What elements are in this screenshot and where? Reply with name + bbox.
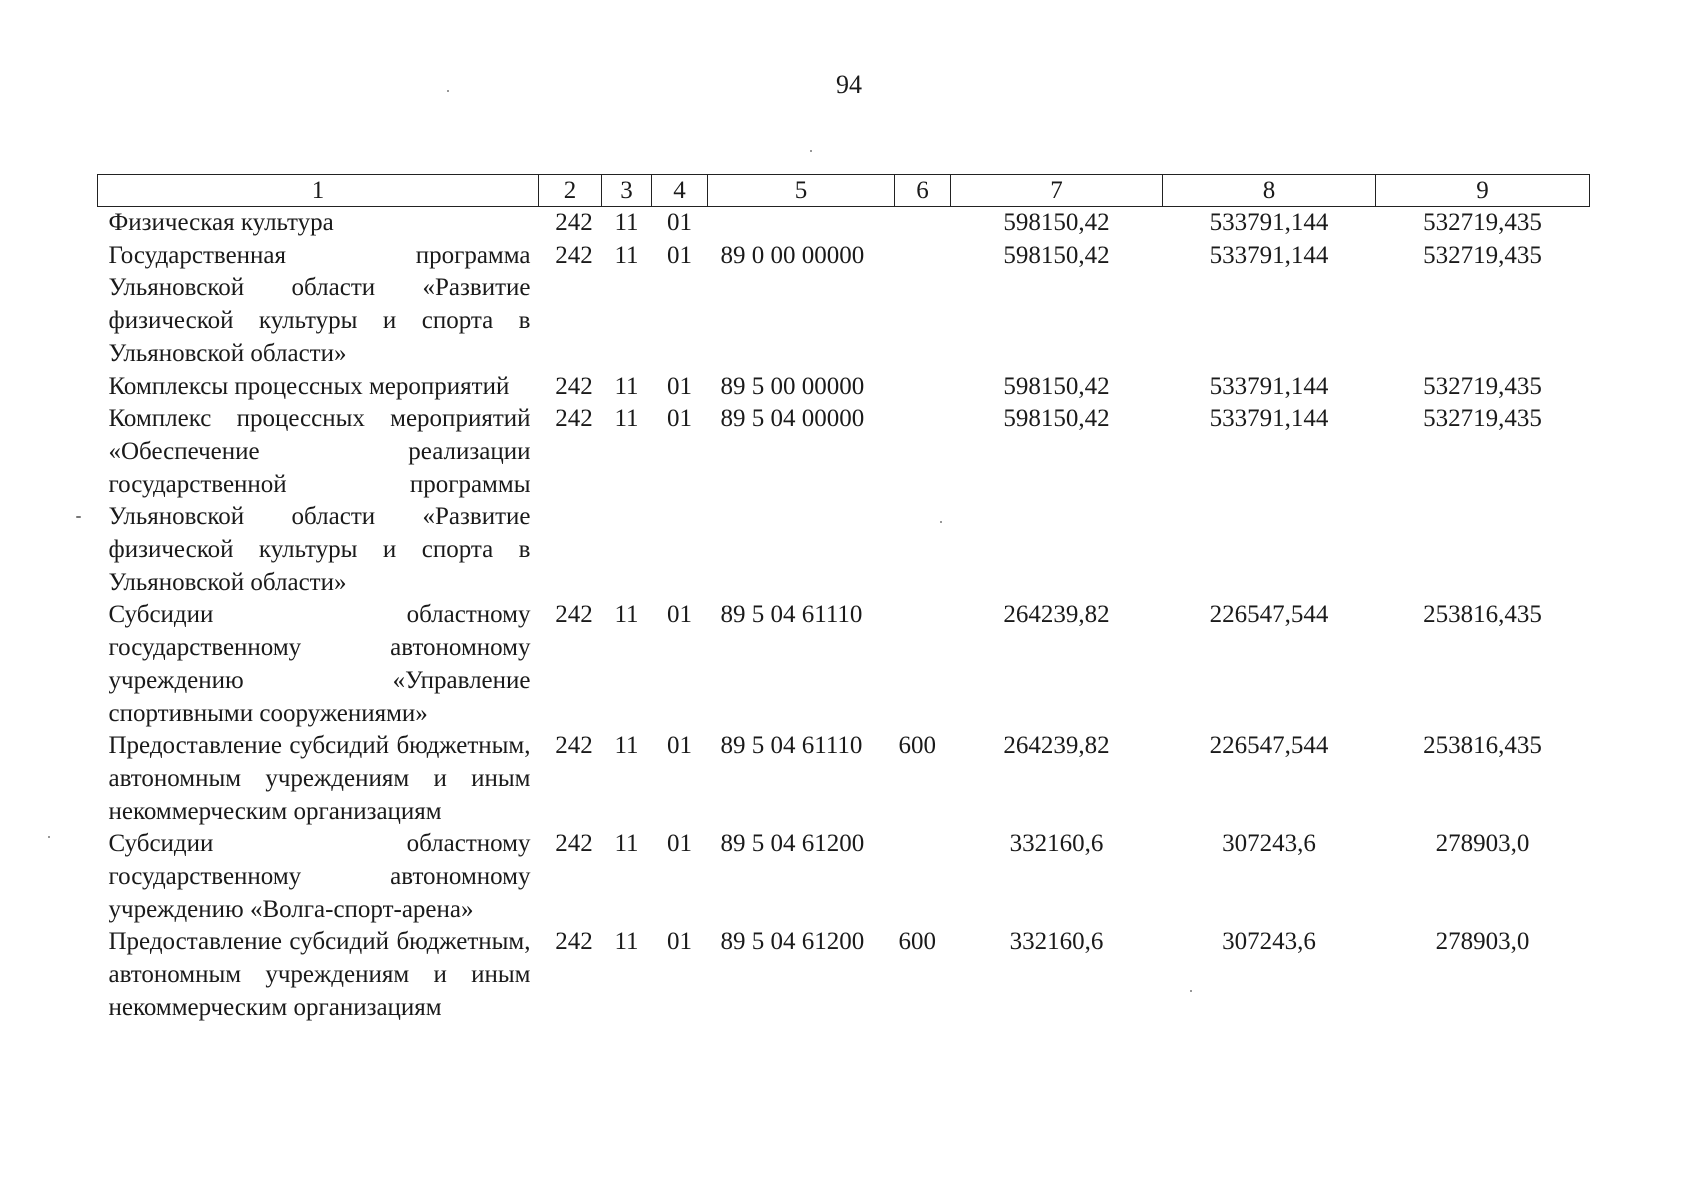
- scan-speck: [76, 516, 81, 518]
- row-target-article: 89 5 04 61110: [720, 732, 863, 760]
- row-target-article: 89 5 04 61110: [720, 601, 863, 629]
- row-expense-type: [895, 207, 951, 240]
- row-ministry-code: 242: [555, 209, 593, 236]
- row-amount-col8: 307243,6: [1222, 928, 1316, 956]
- row-ministry-code: 242: [555, 732, 593, 760]
- row-name: Комплексы процессных мероприятий: [108, 372, 510, 400]
- row-section-code: 11: [614, 209, 639, 236]
- row-section-code: 11: [614, 732, 639, 760]
- row-target-article: 89 0 00 00000: [720, 241, 865, 269]
- row-amount-col7: 598150,42: [1003, 405, 1110, 433]
- row-amount-col7: 264239,82: [1003, 601, 1110, 629]
- header-col-3: 3: [602, 175, 652, 207]
- row-section-code: 11: [614, 601, 639, 629]
- scan-speck: [810, 150, 812, 152]
- header-col-7: 7: [951, 175, 1163, 207]
- row-expense-type: [895, 403, 951, 599]
- row-name: Субсидии областному государственному автономному учреждению «Управление спортивными сооружениями»: [108, 601, 531, 727]
- row-amount-col7: 598150,42: [1003, 209, 1110, 236]
- header-col-4: 4: [652, 175, 708, 207]
- row-subsection-code: 01: [667, 241, 692, 269]
- page-number: 94: [836, 70, 862, 99]
- row-target-article: [708, 207, 895, 240]
- row-section-code: 11: [614, 405, 639, 433]
- row-amount-col9: 253816,435: [1423, 732, 1542, 760]
- row-name: Предоставление субсидий бюджетным, автономным учреждениям и иным некоммерческим организациям: [108, 928, 531, 1021]
- row-amount-col9: 253816,435: [1423, 601, 1542, 629]
- row-subsection-code: 01: [667, 830, 692, 858]
- row-name: Государственная программа Ульяновской области «Развитие физической культуры и спорта в Ульяновской области»: [108, 241, 531, 367]
- row-amount-col8: 533791,144: [1209, 405, 1329, 433]
- table-row: [98, 240, 1590, 371]
- row-target-article: 89 5 04 00000: [720, 405, 865, 433]
- table-row: [98, 730, 1590, 828]
- row-subsection-code: 01: [667, 372, 692, 400]
- row-ministry-code: 242: [555, 405, 593, 433]
- row-target-article: 89 5 04 61200: [720, 830, 865, 858]
- row-ministry-code: 242: [555, 928, 593, 956]
- row-section-code: 11: [614, 928, 639, 956]
- header-row: [98, 175, 1590, 207]
- row-target-article: 89 5 00 00000: [720, 372, 865, 400]
- table-row: [98, 926, 1590, 1024]
- header-col-5: 5: [708, 175, 895, 207]
- row-amount-col9: 532719,435: [1423, 241, 1542, 269]
- row-ministry-code: 242: [555, 601, 593, 629]
- row-ministry-code: 242: [555, 830, 593, 858]
- row-amount-col7: 332160,6: [1009, 830, 1104, 858]
- row-section-code: 11: [614, 830, 639, 858]
- table-row: [98, 828, 1590, 926]
- header-col-1: 1: [98, 175, 539, 207]
- row-ministry-code: 242: [555, 241, 593, 269]
- row-amount-col7: 598150,42: [1003, 241, 1110, 269]
- header-col-2: 2: [539, 175, 602, 207]
- row-amount-col9: 532719,435: [1423, 209, 1542, 236]
- table-row: [98, 371, 1590, 404]
- row-amount-col7: 264239,82: [1003, 732, 1110, 760]
- row-amount-col8: 533791,144: [1209, 209, 1329, 236]
- row-subsection-code: 01: [667, 732, 692, 760]
- row-name: Субсидии областному государственному автономному учреждению «Волга-спорт-арена»: [108, 830, 531, 923]
- row-amount-col9: 532719,435: [1423, 372, 1542, 400]
- row-amount-col9: 532719,435: [1423, 405, 1542, 433]
- row-expense-type: [895, 371, 951, 404]
- row-ministry-code: 242: [555, 372, 593, 400]
- row-name: Комплекс процессных мероприятий «Обеспечение реализации государственной программы Ульяновской области «Развитие физической культуры и спорта в Ульяновской области»: [108, 405, 531, 596]
- budget-table: [97, 174, 1590, 1025]
- row-subsection-code: 01: [667, 601, 692, 629]
- row-section-code: 11: [614, 372, 639, 400]
- header-col-6: 6: [895, 175, 951, 207]
- scan-speck: [940, 521, 942, 523]
- row-name: Физическая культура: [108, 209, 334, 236]
- row-amount-col7: 332160,6: [1009, 928, 1104, 956]
- table-row: [98, 599, 1590, 730]
- header-col-8: 8: [1163, 175, 1376, 207]
- row-amount-col9: 278903,0: [1435, 928, 1530, 956]
- table-row: [98, 207, 1590, 240]
- row-amount-col8: 307243,6: [1222, 830, 1316, 858]
- scan-speck: [48, 836, 50, 838]
- table-row: [98, 403, 1590, 599]
- row-subsection-code: 01: [667, 928, 692, 956]
- scan-speck: [447, 90, 449, 92]
- row-name: Предоставление субсидий бюджетным, автономным учреждениям и иным некоммерческим организациям: [108, 732, 531, 825]
- scan-speck: [1190, 990, 1192, 992]
- row-subsection-code: 01: [667, 209, 692, 236]
- row-expense-type: 600: [898, 732, 936, 760]
- row-amount-col8: 226547,544: [1209, 601, 1329, 629]
- row-expense-type: [895, 240, 951, 371]
- row-amount-col9: 278903,0: [1435, 830, 1530, 858]
- row-subsection-code: 01: [667, 405, 692, 433]
- header-col-9: 9: [1376, 175, 1590, 207]
- row-amount-col8: 226547,544: [1209, 732, 1329, 760]
- row-amount-col8: 533791,144: [1209, 241, 1329, 269]
- row-expense-type: [895, 599, 951, 730]
- row-amount-col8: 533791,144: [1209, 372, 1329, 400]
- row-section-code: 11: [614, 241, 639, 269]
- row-expense-type: [895, 828, 951, 926]
- row-amount-col7: 598150,42: [1003, 372, 1110, 400]
- table-header: [98, 175, 1590, 207]
- table-body: [98, 207, 1590, 1025]
- row-expense-type: 600: [898, 928, 936, 956]
- row-target-article: 89 5 04 61200: [720, 928, 865, 956]
